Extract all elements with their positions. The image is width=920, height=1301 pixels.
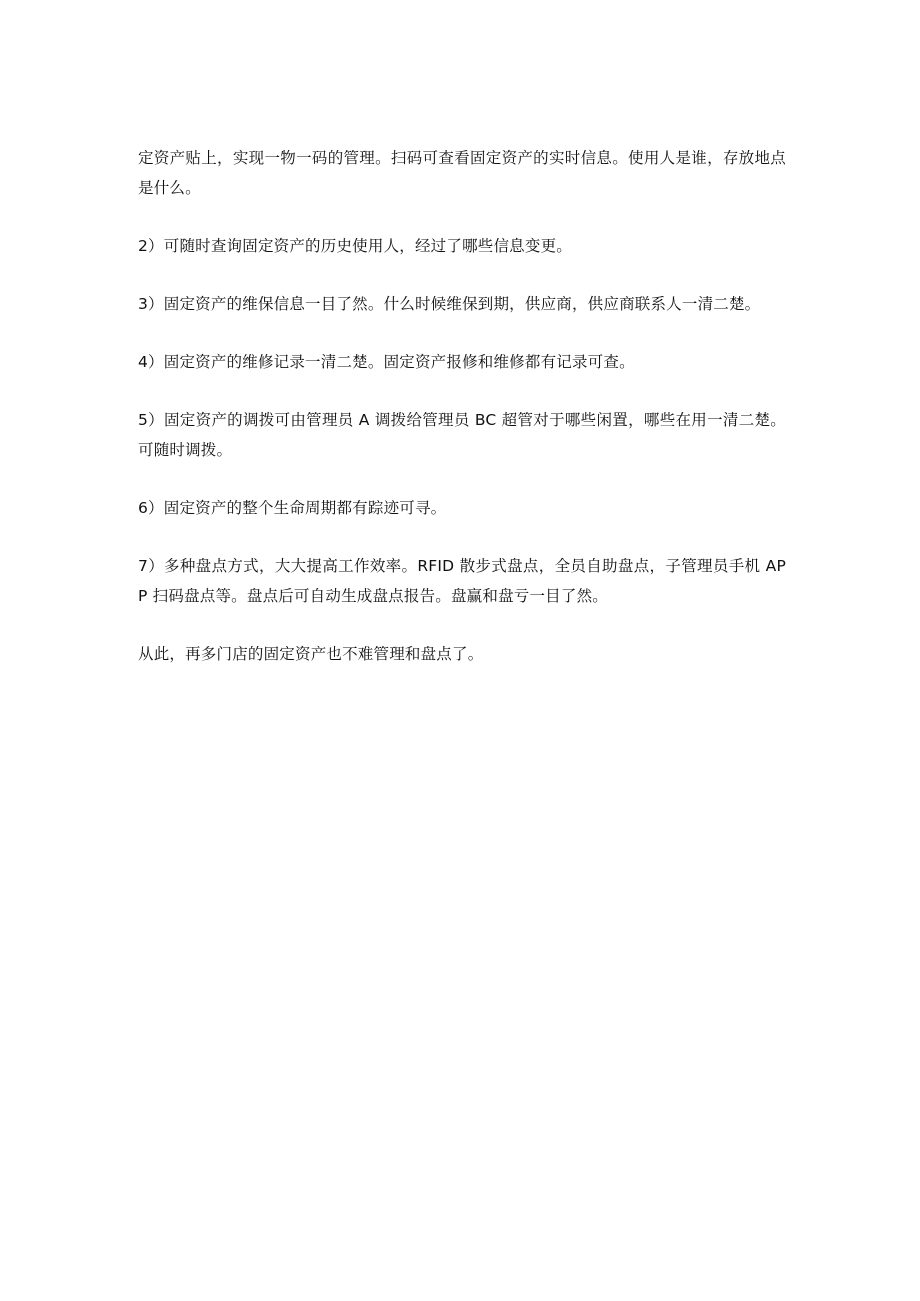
paragraph-item-4: 4）固定资产的维修记录一清二楚。固定资产报修和维修都有记录可查。 xyxy=(138,353,635,371)
paragraph-item-7: 7）多种盘点方式，大大提高工作效率。RFID 散步式盘点，全员自助盘点，子管理员手机 APP 扫码盘点等。盘点后可自动生成盘点报告。盘赢和盘亏一目了然。 xyxy=(138,557,786,605)
paragraph-item-6: 6）固定资产的整个生命周期都有踪迹可寻。 xyxy=(138,499,447,517)
paragraph-continuation: 定资产贴上，实现一物一码的管理。扫码可查看固定资产的实时信息。使用人是谁，存放地点是什么。 xyxy=(138,149,786,197)
paragraph-item-5: 5）固定资产的调拨可由管理员 A 调拨给管理员 BC 超管对于哪些闲置，哪些在用一清二楚。可随时调拨。 xyxy=(138,411,786,459)
paragraph-conclusion: 从此，再多门店的固定资产也不难管理和盘点了。 xyxy=(138,645,484,663)
paragraph-item-3: 3）固定资产的维保信息一目了然。什么时候维保到期，供应商，供应商联系人一清二楚。 xyxy=(138,295,761,313)
document-body xyxy=(138,143,786,697)
paragraph-item-2: 2）可随时查询固定资产的历史使用人，经过了哪些信息变更。 xyxy=(138,237,572,255)
